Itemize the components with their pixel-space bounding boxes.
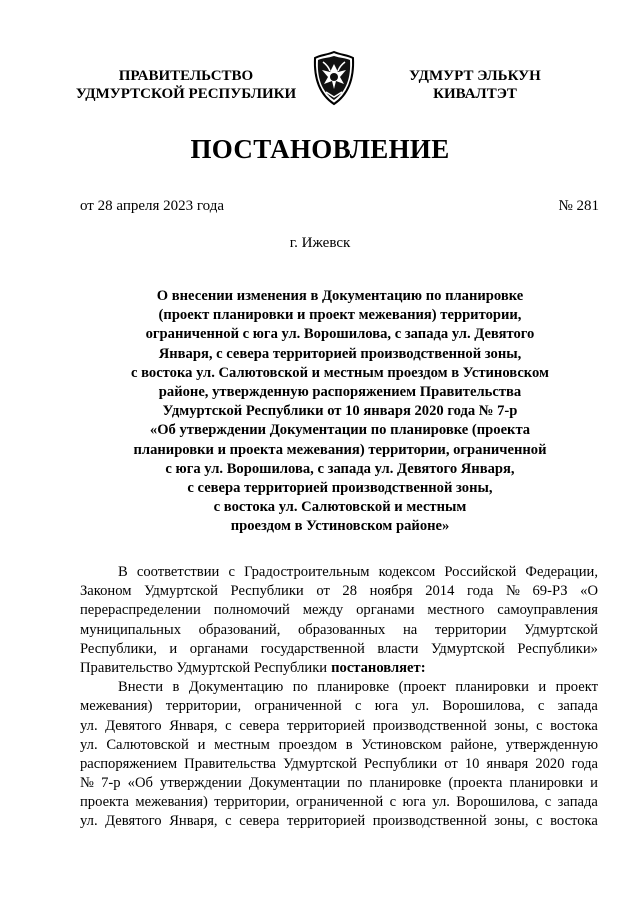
body-line: В соответствии с Градостроительным кодексом Российской Федерации, [118,564,598,580]
resolve-verb: постановляет: [331,659,426,676]
subject-line: районе, утвержденную распоряжением Правительства [158,384,522,401]
body-line: проекта межевания) территории, ограниченной с юга ул. Ворошилова, с запада [80,794,598,811]
subject-line: с севера территорией производственной зоны, [187,480,493,497]
document-date: от 28 апреля 2023 года [80,198,225,214]
subject-line: с востока ул. Салютовской и местным проездом в Устиновском [131,364,549,381]
body-line: муниципальных образований, образованных на территории Удмуртской [80,621,598,638]
body-line: № 7-р «Об утверждении Документации по планировке (проекта планировки и [80,775,598,792]
subject-line: проездом в Устиновском районе» [230,518,450,535]
body-line: перераспределении полномочий между органами местного самоуправления [80,602,598,619]
header-left-line-2: УДМУРТСКОЙ РЕСПУБЛИКИ [75,86,297,102]
document-subject [80,287,600,537]
subject-line: (проект планировки и проект межевания) территории, [158,307,522,324]
subject-line: ограниченной с юга ул. Ворошилова, с запада ул. Девятого [145,326,535,343]
body-line: Республики, и органами государственной власти Удмуртской Республики» [80,640,598,657]
subject-line: О внесении изменения в Документацию по планировке [156,288,524,304]
body-line: Внести в Документацию по планировке (проект планировки и проект [118,679,598,696]
subject-line: с юга ул. Ворошилова, с запада ул. Девятого Января, [165,460,515,477]
subject-line: планировки и проекта межевания) территории, ограниченной [133,441,547,458]
body-line: ул. Девятого Января, с севера территорией производственной зоны, с востока [80,717,598,734]
body-line: ул. Салютовской и местным проездом в Устиновском районе, утвержденную [80,736,598,753]
header-right-line-1: УДМУРТ ЭЛЬКУН [409,68,541,84]
header-right [395,67,555,103]
body-line: Законом Удмуртской Республики от 28 ноября 2014 года № 69-РЗ «О [80,583,598,600]
body-line: ул. Девятого Января, с севера территорией производственной зоны, с востока [80,813,598,830]
document-body [80,563,598,832]
header-right-line-2: КИВАЛТЭТ [433,86,517,102]
header-left [60,67,312,103]
resolve-text: Правительство Удмуртской Республики [80,659,328,676]
subject-line: «Об утверждении Документации по планировке (проекта [149,422,531,439]
document-title: ПОСТАНОВЛЕНИЕ [190,134,450,164]
subject-line: Удмуртской Республики от 10 января 2020 года № 7-р [162,403,518,420]
body-line: распоряжением Правительства Удмуртской Республики от 10 января 2020 года [80,755,598,772]
header-left-line-1: ПРАВИТЕЛЬСТВО [118,68,254,84]
document-number: № 281 [558,198,599,214]
subject-line: с востока ул. Салютовской и местным [213,499,467,516]
resolve-line [80,659,598,678]
coat-of-arms-icon [309,50,359,106]
subject-line: Января, с севера территорией производственной зоны, [158,345,522,362]
body-line: межевания) территории, ограниченной с юга ул. Ворошилова, с запада [80,698,598,715]
document-city: г. Ижевск [289,235,351,251]
